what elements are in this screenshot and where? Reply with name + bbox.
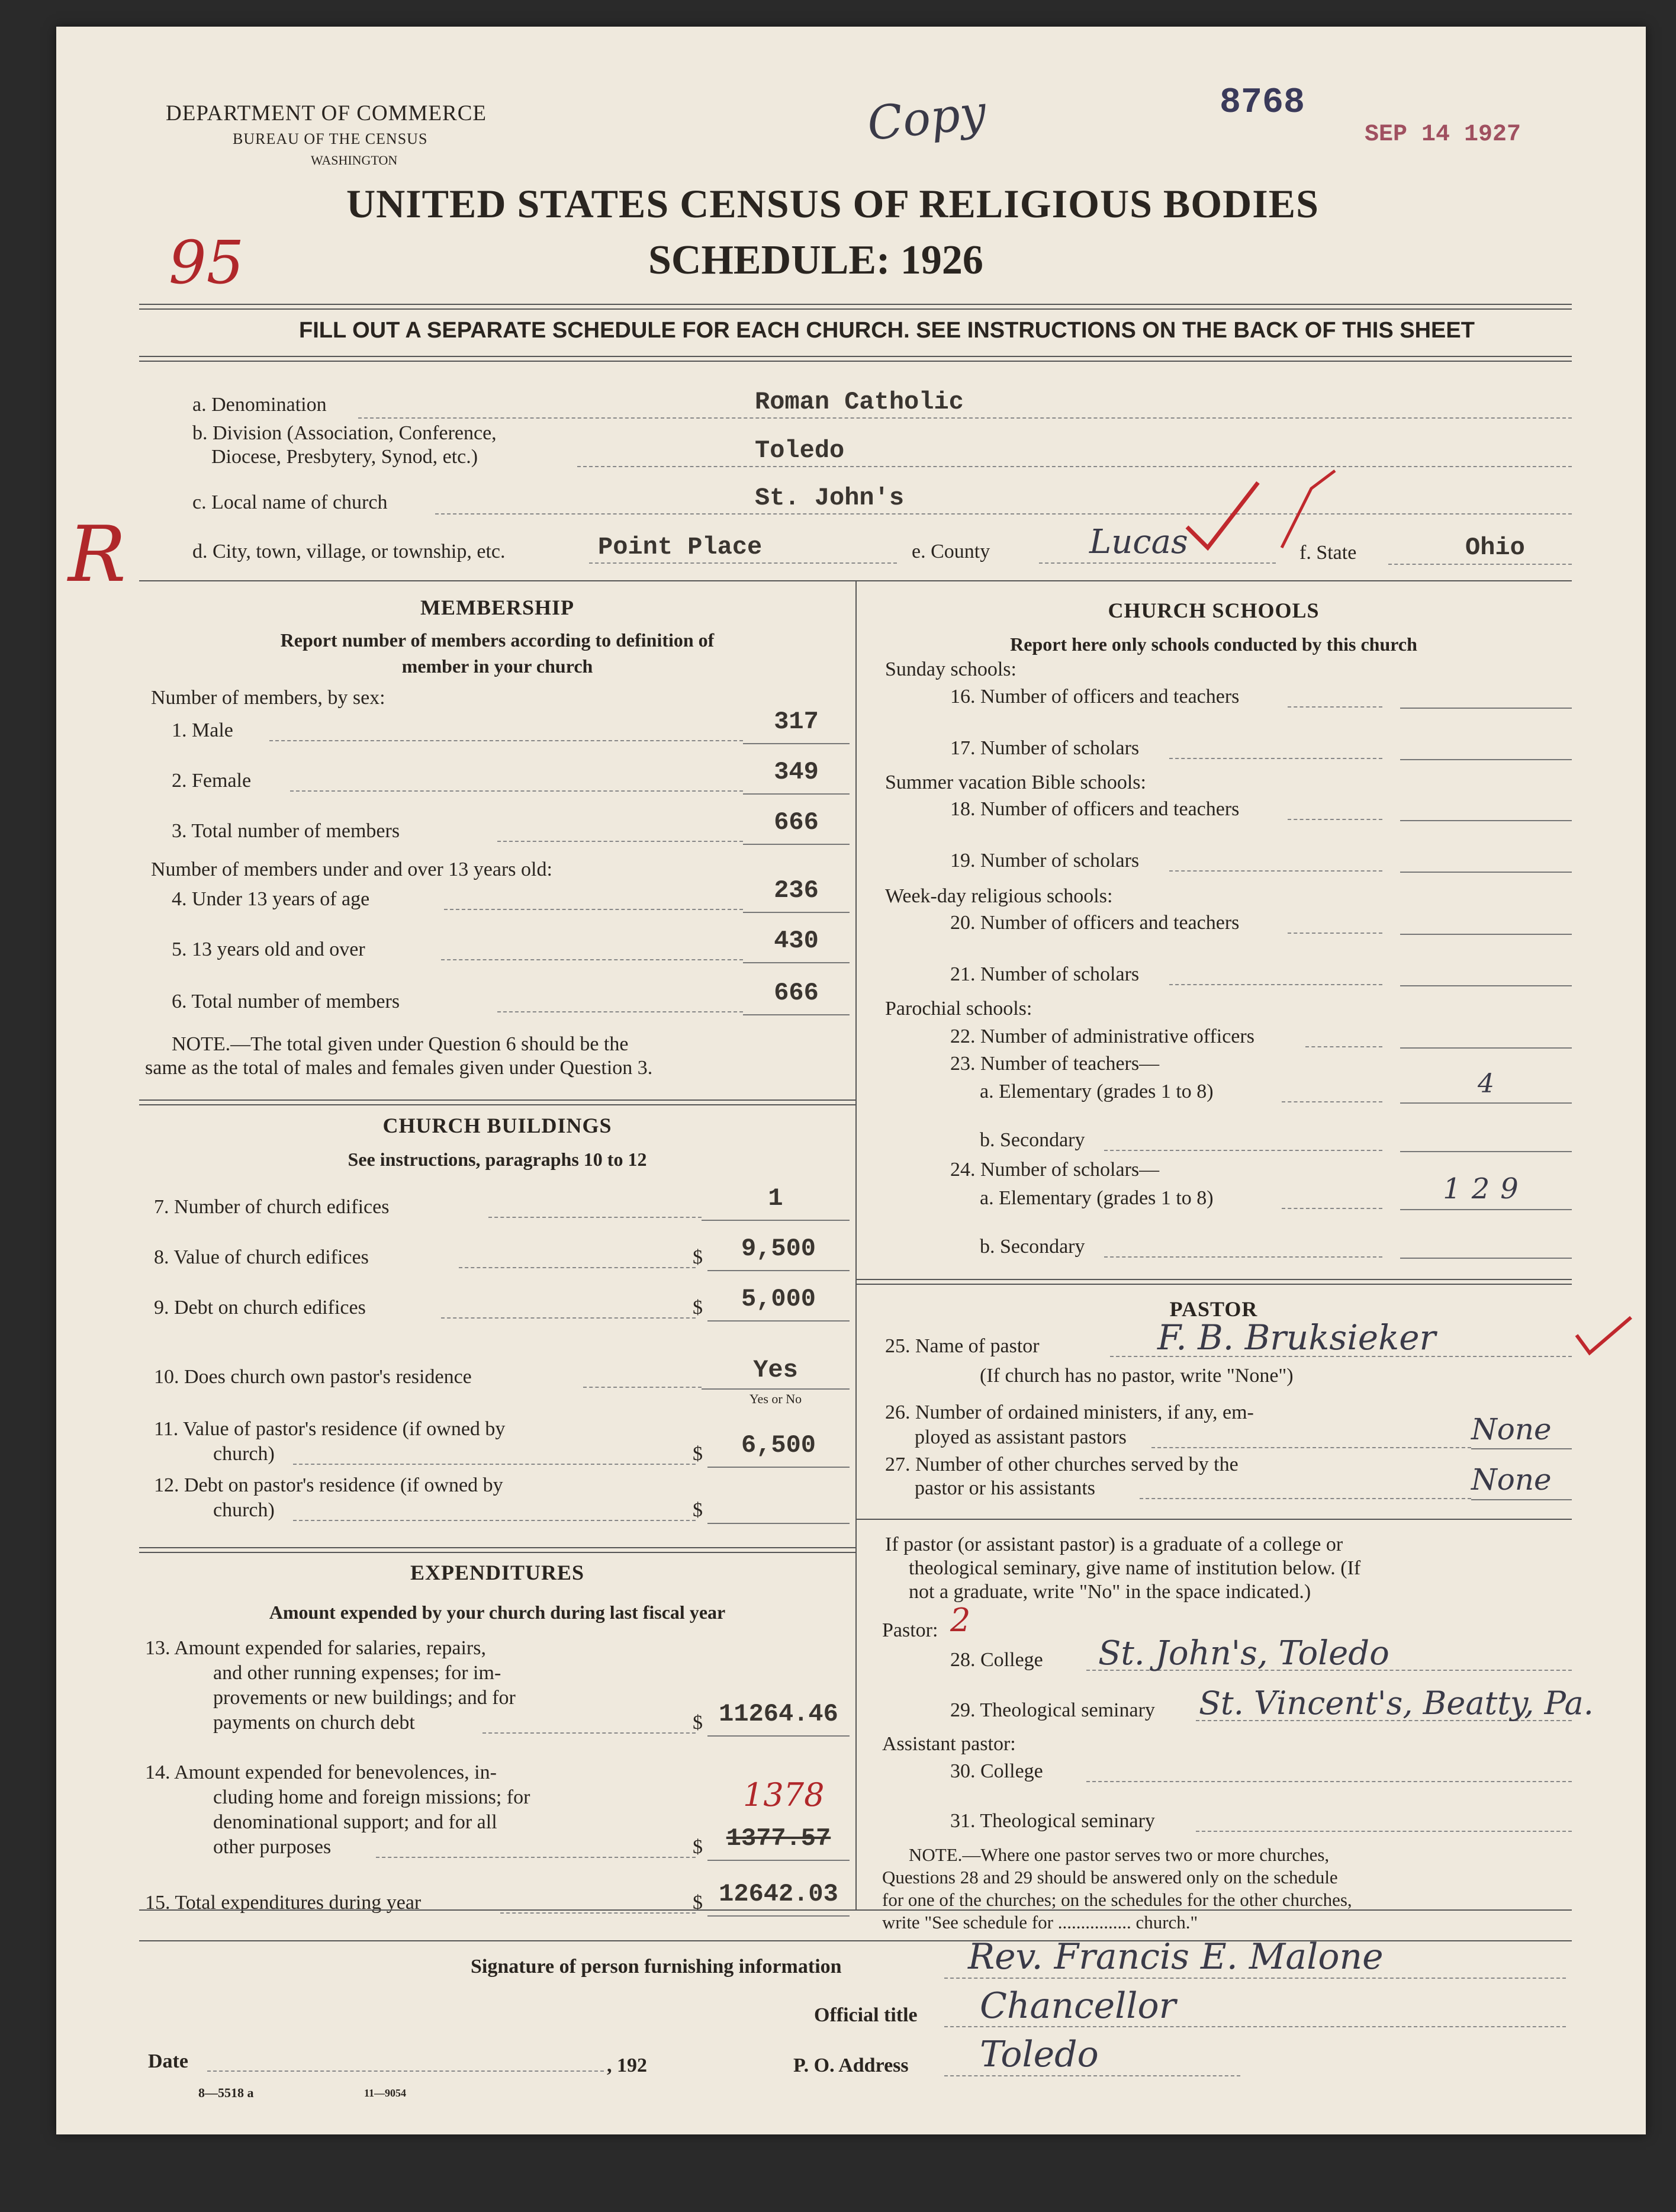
q26-line-2: ployed as assistant pastors: [915, 1426, 1127, 1448]
q9-dollar: $: [693, 1297, 703, 1319]
q15-label: 15. Total expenditures during year: [145, 1892, 422, 1914]
q26-value: None: [1471, 1412, 1552, 1446]
department-name: DEPARTMENT OF COMMERCE: [166, 101, 487, 126]
membership-note-1: NOTE.—The total given under Question 6 should be the: [172, 1033, 629, 1055]
q15-value: 12642.03: [719, 1880, 838, 1908]
county-value: Lucas: [1089, 523, 1188, 561]
q14-line-1: 14. Amount expended for benevolences, in-: [145, 1761, 497, 1783]
q14-correction-handwritten: 1378: [743, 1776, 825, 1814]
official-title-value: Chancellor: [980, 1985, 1176, 2027]
division-value: Toledo: [755, 436, 845, 465]
q6-value: 666: [774, 979, 819, 1007]
q29-label: 29. Theological seminary: [950, 1699, 1155, 1721]
form-title: UNITED STATES CENSUS OF RELIGIOUS BODIES: [346, 181, 1319, 226]
division-label-1: b. Division (Association, Conference,: [192, 422, 497, 444]
denomination-value: Roman Catholic: [755, 388, 964, 416]
city-value: Point Place: [598, 533, 763, 561]
q2-value: 349: [774, 758, 819, 786]
q6-label: 6. Total number of members: [172, 991, 400, 1012]
schools-heading: CHURCH SCHOOLS: [1108, 599, 1320, 622]
q23-label: 23. Number of teachers—: [950, 1053, 1160, 1075]
q8-dollar: $: [693, 1246, 703, 1268]
q13-line-1: 13. Amount expended for salaries, repairs,: [145, 1637, 486, 1659]
q25-value: F. B. Bruksieker: [1157, 1317, 1436, 1358]
q4-label: 4. Under 13 years of age: [172, 888, 370, 910]
q8-value: 9,500: [741, 1234, 816, 1263]
q9-value: 5,000: [741, 1285, 816, 1313]
q1-value: 317: [774, 708, 819, 736]
q13-value: 11264.46: [719, 1700, 838, 1728]
q23a-value: 4: [1478, 1069, 1494, 1099]
q28-label: 28. College: [950, 1649, 1043, 1671]
pastor-note-4: write "See schedule for ................ church.": [882, 1912, 1198, 1933]
q11-dollar: $: [693, 1443, 703, 1465]
q1-label: 1. Male: [172, 719, 233, 741]
q24b-label: b. Secondary: [980, 1236, 1085, 1258]
pastor-mark-handwritten: 2: [950, 1602, 971, 1639]
bureau-name: BUREAU OF THE CENSUS: [233, 130, 428, 147]
form-number: 8—5518 a: [198, 2085, 254, 2100]
summer-schools-label: Summer vacation Bible schools:: [885, 771, 1146, 793]
q27-line-2: pastor or his assistants: [915, 1477, 1096, 1499]
pastor-heading: PASTOR: [1169, 1297, 1258, 1321]
q2-label: 2. Female: [172, 770, 252, 792]
membership-heading: MEMBERSHIP: [420, 596, 574, 619]
q12-label-1: 12. Debt on pastor's residence (if owned by: [154, 1474, 503, 1496]
membership-subtitle-2: member in your church: [401, 655, 593, 677]
membership-note-2: same as the total of males and females given under Question 3.: [145, 1057, 653, 1079]
county-label: e. County: [912, 541, 990, 562]
schools-subtitle: Report here only schools conducted by this church: [1010, 634, 1417, 655]
city-label: d. City, town, village, or township, etc.: [192, 541, 506, 562]
q26-line-1: 26. Number of ordained ministers, if any, em-: [885, 1401, 1254, 1423]
q7-label: 7. Number of church edifices: [154, 1196, 390, 1218]
q29-value: St. Vincent's, Beatty, Pa.: [1199, 1684, 1594, 1722]
membership-subtitle-1: Report number of members according to definition of: [280, 629, 715, 651]
q13-line-2: and other running expenses; for im-: [213, 1662, 501, 1684]
q20-label: 20. Number of officers and teachers: [950, 912, 1240, 934]
instructions-banner: FILL OUT A SEPARATE SCHEDULE FOR EACH CHURCH. SEE INSTRUCTIONS ON THE BACK OF THIS SHEET: [299, 318, 1475, 343]
pastor-subsection-label: Pastor:: [882, 1619, 938, 1641]
q10-label: 10. Does church own pastor's residence: [154, 1366, 472, 1388]
schedule-title: SCHEDULE: 1926: [648, 237, 983, 283]
q5-label: 5. 13 years old and over: [172, 938, 365, 960]
q17-label: 17. Number of scholars: [950, 737, 1140, 759]
received-date-stamp: SEP 14 1927: [1365, 121, 1521, 148]
q3-value: 666: [774, 808, 819, 837]
q27-value: None: [1471, 1462, 1552, 1497]
pastor-note-3: for one of the churches; on the schedules for the other churches,: [882, 1889, 1352, 1910]
pastor-note-2: Questions 28 and 29 should be answered only on the schedule: [882, 1867, 1338, 1888]
margin-r-mark: R: [68, 509, 126, 599]
graduate-instruction-3: not a graduate, write "No" in the space indicated.): [909, 1581, 1311, 1603]
q11-value: 6,500: [741, 1431, 816, 1459]
assistant-pastor-label: Assistant pastor:: [882, 1733, 1016, 1755]
q24a-value: 129: [1443, 1172, 1529, 1205]
local-name-value: St. John's: [755, 484, 905, 512]
q27-line-1: 27. Number of other churches served by the: [885, 1454, 1238, 1475]
state-value: Ohio: [1465, 533, 1525, 562]
parochial-schools-label: Parochial schools:: [885, 998, 1032, 1020]
print-number: 11—9054: [364, 2087, 407, 2099]
q8-label: 8. Value of church edifices: [154, 1246, 369, 1268]
state-label: f. State: [1299, 542, 1357, 564]
q4-value: 236: [774, 876, 819, 905]
q12-dollar: $: [693, 1499, 703, 1521]
q7-value: 1: [768, 1184, 783, 1213]
q30-label: 30. College: [950, 1760, 1043, 1782]
graduate-instruction-1: If pastor (or assistant pastor) is a graduate of a college or: [885, 1533, 1343, 1555]
po-address-value: Toledo: [980, 2034, 1099, 2075]
local-name-label: c. Local name of church: [192, 491, 388, 513]
expenditures-heading: EXPENDITURES: [410, 1561, 585, 1584]
q23b-label: b. Secondary: [980, 1129, 1085, 1151]
po-address-label: P. O. Address: [793, 2055, 909, 2076]
sunday-schools-label: Sunday schools:: [885, 658, 1016, 680]
signature-label: Signature of person furnishing information: [471, 1956, 842, 1978]
q14-value: 1377.57: [726, 1824, 831, 1853]
q24-label: 24. Number of scholars—: [950, 1159, 1160, 1181]
q13-line-4: payments on church debt: [213, 1712, 415, 1734]
q21-label: 21. Number of scholars: [950, 963, 1140, 985]
census-schedule-sheet: [56, 27, 1646, 2134]
q24a-label: a. Elementary (grades 1 to 8): [980, 1187, 1214, 1209]
q15-dollar: $: [693, 1892, 703, 1914]
q28-value: St. John's, Toledo: [1098, 1634, 1389, 1673]
q14-line-3: denominational support; and for all: [213, 1811, 497, 1833]
q31-label: 31. Theological seminary: [950, 1810, 1155, 1832]
washington-label: WASHINGTON: [311, 153, 398, 168]
q12-label-2: church): [213, 1499, 275, 1521]
q14-line-2: cluding home and foreign missions; for: [213, 1786, 530, 1808]
corner-number-handwritten: 95: [169, 228, 245, 297]
members-by-age-label: Number of members under and over 13 years old:: [151, 859, 552, 880]
q3-label: 3. Total number of members: [172, 820, 400, 842]
date-year-suffix: , 192: [607, 2055, 647, 2076]
q11-label-1: 11. Value of pastor's residence (if owned by: [154, 1418, 506, 1440]
expenditures-subtitle: Amount expended by your church during last fiscal year: [269, 1602, 726, 1623]
q10-value: Yes: [753, 1356, 798, 1384]
date-label: Date: [148, 2050, 188, 2072]
buildings-subtitle: See instructions, paragraphs 10 to 12: [348, 1149, 647, 1170]
pastor-note-1: NOTE.—Where one pastor serves two or more churches,: [909, 1844, 1330, 1865]
q22-label: 22. Number of administrative officers: [950, 1025, 1254, 1047]
q14-dollar: $: [693, 1836, 703, 1858]
q25-label: 25. Name of pastor: [885, 1335, 1040, 1357]
buildings-heading: CHURCH BUILDINGS: [382, 1114, 612, 1137]
copy-handwritten: Copy: [864, 85, 989, 152]
graduate-instruction-2: theological seminary, give name of institution below. (If: [909, 1557, 1361, 1579]
q10-hint: Yes or No: [749, 1391, 802, 1406]
q13-line-3: provements or new buildings; and for: [213, 1687, 516, 1709]
q5-value: 430: [774, 927, 819, 955]
denomination-label: a. Denomination: [192, 394, 327, 416]
q9-label: 9. Debt on church edifices: [154, 1297, 366, 1319]
q25-hint: (If church has no pastor, write "None"): [980, 1365, 1294, 1387]
division-label-2: Diocese, Presbytery, Synod, etc.): [211, 446, 478, 468]
q16-label: 16. Number of officers and teachers: [950, 686, 1240, 708]
weekday-schools-label: Week-day religious schools:: [885, 885, 1113, 907]
official-title-label: Official title: [814, 2004, 918, 2026]
members-by-sex-label: Number of members, by sex:: [151, 687, 385, 709]
q11-label-2: church): [213, 1443, 275, 1465]
serial-number: 8768: [1220, 83, 1305, 123]
q23a-label: a. Elementary (grades 1 to 8): [980, 1081, 1214, 1102]
q18-label: 18. Number of officers and teachers: [950, 798, 1240, 820]
q14-line-4: other purposes: [213, 1836, 332, 1858]
q13-dollar: $: [693, 1712, 703, 1734]
signature-value: Rev. Francis E. Malone: [968, 1936, 1384, 1978]
pastor-check-mark-icon: [1572, 1311, 1637, 1365]
q19-label: 19. Number of scholars: [950, 850, 1140, 872]
